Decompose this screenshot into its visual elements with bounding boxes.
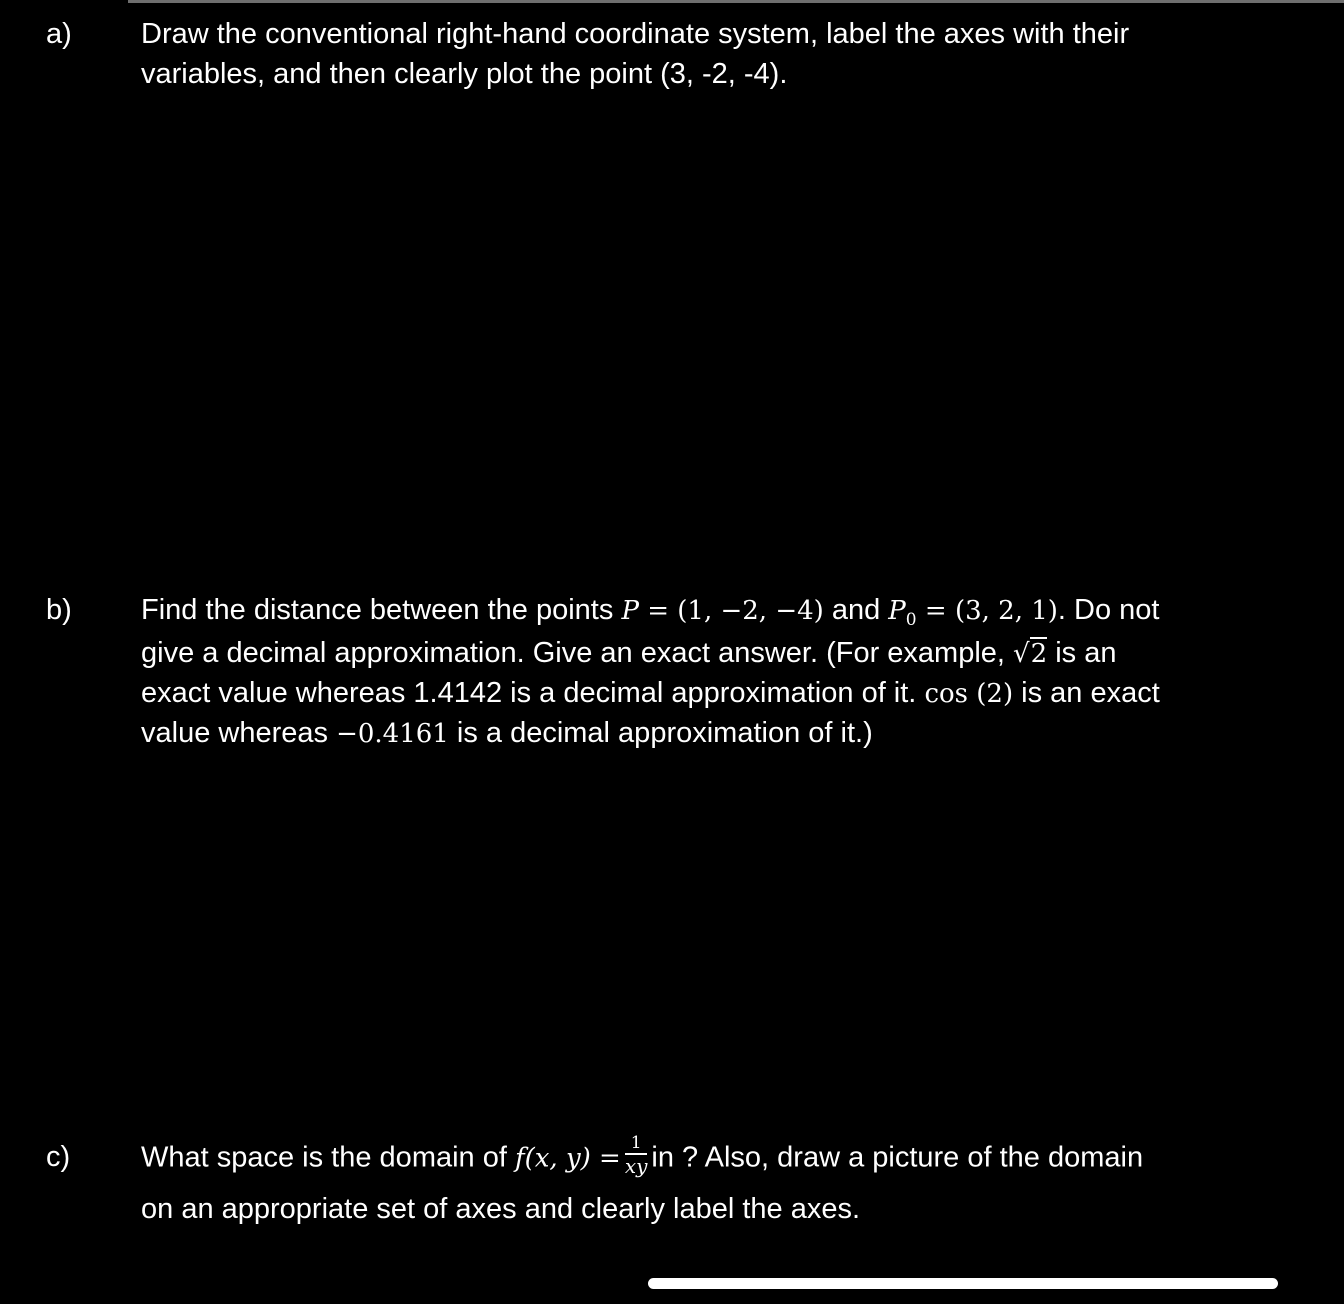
sqrt-two: √2 (1013, 639, 1048, 669)
question-b-line-2: give a decimal approximation. Give an exact answer. (For example, √2 is an (141, 637, 1117, 669)
question-a-text (141, 14, 1291, 94)
question-c-label: c) (46, 1141, 71, 1173)
question-b-label: b) (46, 594, 72, 626)
question-a-label: a) (46, 18, 72, 50)
question-b-line-4: value whereas −0.4161 is a decimal approximation of it.) (141, 717, 873, 749)
home-indicator-bar[interactable] (648, 1278, 1278, 1289)
fraction-one-over-xy: $\frac{1}{xy}$ (624, 1133, 648, 1178)
question-c-text (141, 1133, 1291, 1229)
question-c-line-2: on an appropriate set of axes and clearly label the axes. (141, 1193, 861, 1225)
question-a-line-1: Draw the conventional right-hand coordinate system, label the axes with their (141, 18, 1130, 50)
question-b-line-1: Find the distance between the points P = (1, −2, −4) and $P_0 = (3$, 2, 1). Do not (141, 594, 1160, 630)
question-b-text (141, 590, 1291, 753)
question-a-line-2: variables, and then clearly plot the point (3, -2, -4). (141, 58, 788, 90)
question-b-line-3: exact value whereas 1.4142 is a decimal approximation of it. cos (2) is an exact (141, 677, 1160, 709)
top-divider (128, 0, 1344, 3)
question-c-line-1: What space is the domain of f(x, y) = $\frac{1}{xy}$ in ? Also, draw a picture of the domain (141, 1133, 1144, 1178)
